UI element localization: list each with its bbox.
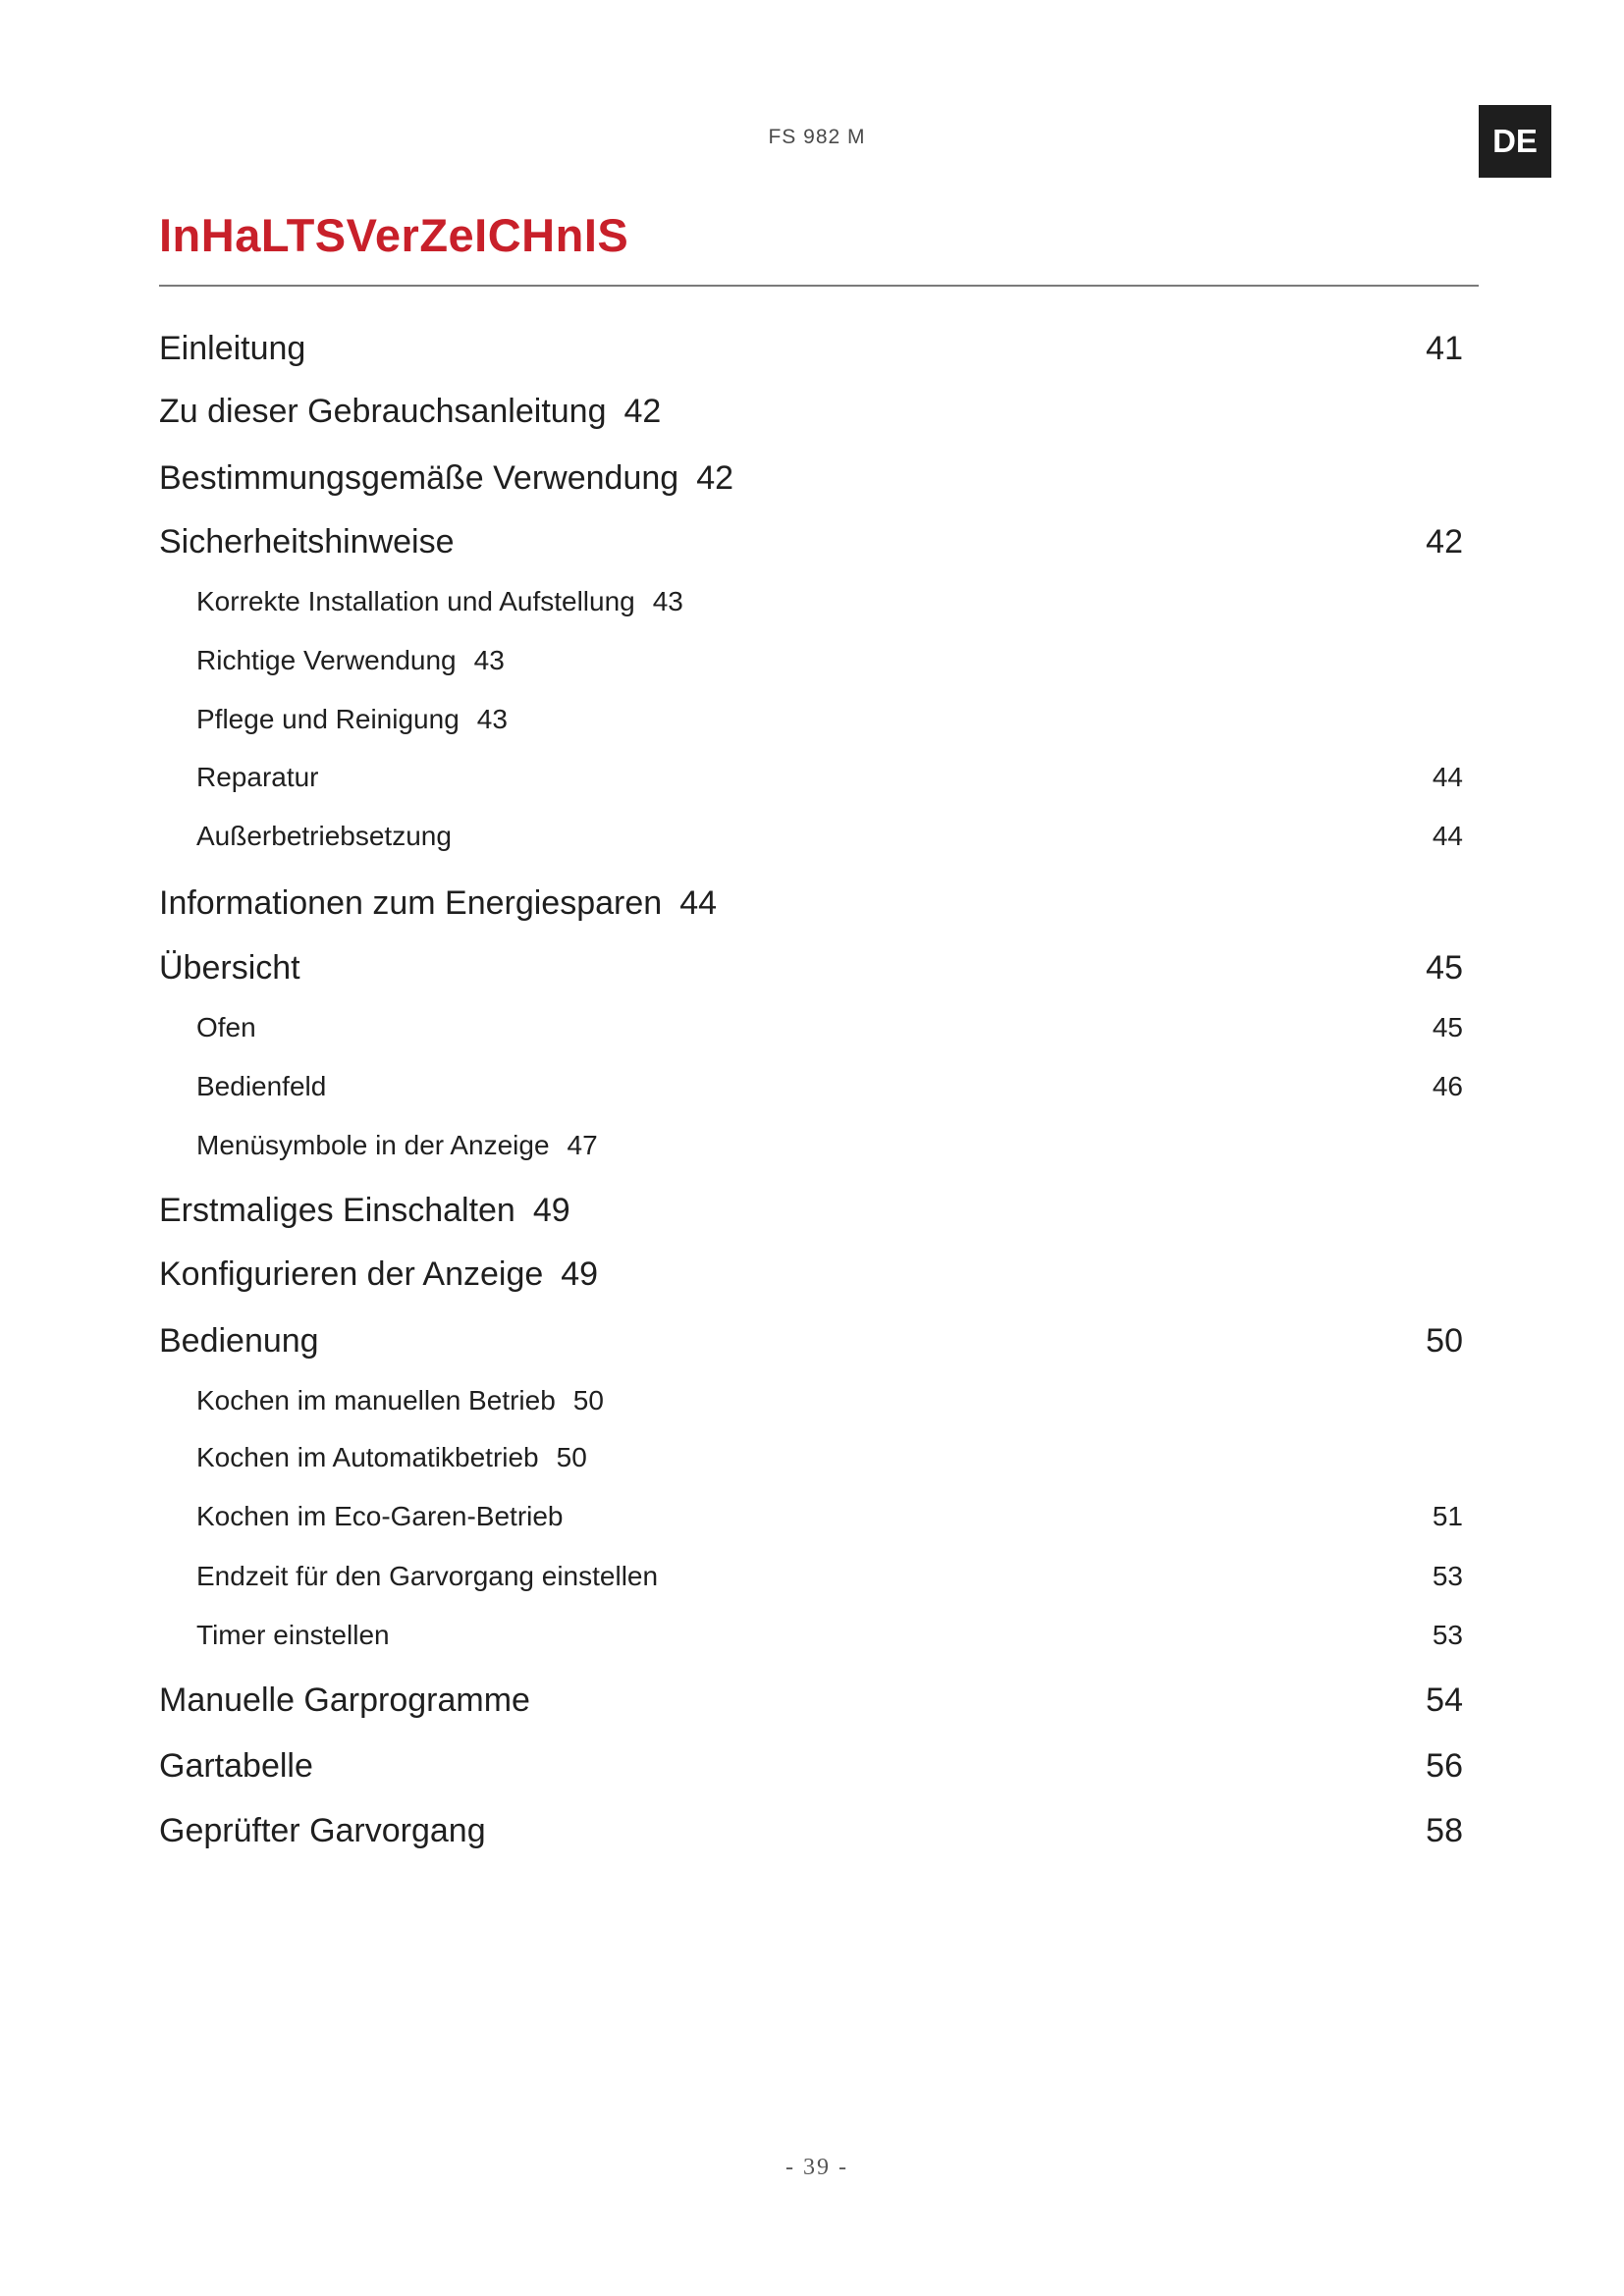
toc-entry[interactable] (0, 454, 1624, 503)
toc-entry-label: Erstmaliges Einschalten (159, 1192, 515, 1229)
toc-entry[interactable] (0, 636, 1624, 685)
toc-entry-page: 44 (679, 884, 718, 922)
toc-entry-page: 53 (1432, 1561, 1463, 1591)
toc-entry-label: Gartabelle (159, 1747, 313, 1785)
toc-entry-text (196, 1492, 564, 1541)
toc-entry[interactable] (0, 387, 1624, 436)
toc-entry-text (159, 1316, 319, 1365)
language-badge: DE (1479, 105, 1551, 178)
toc-entry-label: Bedienung (159, 1322, 319, 1360)
toc-entry-text (159, 454, 733, 503)
toc-entry[interactable] (0, 1433, 1624, 1482)
toc-entry[interactable] (0, 1003, 1624, 1052)
toc-entry[interactable] (0, 1121, 1624, 1170)
toc-entry-label: Richtige Verwendung (196, 645, 457, 675)
toc-entry-label: Korrekte Installation und Aufstellung (196, 586, 635, 616)
page-number-footer: - 39 - (785, 2155, 848, 2180)
toc-entry-page: 47 (567, 1130, 598, 1160)
toc-entry[interactable] (0, 1552, 1624, 1601)
toc-entry[interactable] (0, 812, 1624, 861)
toc-entry-page: 44 (1432, 762, 1463, 792)
toc-entry-text (196, 1062, 326, 1111)
toc-entry-text (196, 1433, 587, 1482)
toc-entry-label: Zu dieser Gebrauchsanleitung (159, 393, 607, 430)
toc-entry-page: 49 (561, 1255, 599, 1293)
toc-entry[interactable] (0, 1676, 1624, 1725)
toc-entry[interactable] (0, 517, 1624, 566)
toc-entry[interactable] (0, 1250, 1624, 1299)
toc-entry-text (196, 1376, 604, 1425)
header-model-label: FS 982 M (768, 126, 866, 148)
toc-entry-text (159, 1676, 530, 1725)
toc-entry-text (159, 1806, 486, 1855)
toc-entry[interactable] (0, 1316, 1624, 1365)
toc-entry-page: 58 (1426, 1812, 1463, 1849)
toc-entry-label: Konfigurieren der Anzeige (159, 1255, 544, 1293)
toc-entry-page: 42 (1426, 523, 1463, 561)
toc-entry-text (159, 1741, 313, 1790)
toc-entry-page: 53 (1432, 1620, 1463, 1650)
toc-title: InHaLTSVerZeICHnIS (159, 209, 629, 261)
toc-entry-label: Übersicht (159, 949, 300, 987)
toc-entry-page: 43 (473, 645, 505, 675)
toc-entry[interactable] (0, 753, 1624, 802)
toc-entry[interactable] (0, 1186, 1624, 1235)
toc-entry-label: Kochen im Eco-Garen-Betrieb (196, 1501, 564, 1531)
toc-entry[interactable] (0, 943, 1624, 992)
toc-entry-label: Geprüfter Garvorgang (159, 1812, 486, 1849)
toc-entry-label: Endzeit für den Garvorgang einstellen (196, 1561, 659, 1591)
toc-entry-text (196, 1003, 256, 1052)
toc-entry-label: Bedienfeld (196, 1071, 327, 1101)
toc-entry-page: 50 (556, 1442, 587, 1472)
toc-entry-page: 42 (696, 459, 734, 497)
toc-entry-text (196, 577, 683, 626)
toc-entry-text (159, 879, 717, 928)
toc-entry-page: 46 (1432, 1071, 1463, 1101)
toc-entry-label: Manuelle Garprogramme (159, 1682, 530, 1719)
toc-entry-text (196, 812, 452, 861)
toc-entry-page: 51 (1432, 1501, 1463, 1531)
toc-entry-page: 49 (532, 1192, 570, 1229)
toc-entry[interactable] (0, 577, 1624, 626)
toc-entry-page: 44 (1432, 821, 1463, 851)
toc-entry-page: 43 (652, 586, 683, 616)
title-divider (159, 285, 1479, 287)
toc-entry-page: 42 (623, 393, 662, 430)
toc-entry[interactable] (0, 1741, 1624, 1790)
toc-entry-label: Pflege und Reinigung (196, 704, 460, 734)
toc-entry-text (196, 753, 319, 802)
toc-entry-text (159, 1250, 598, 1299)
toc-entry[interactable] (0, 1062, 1624, 1111)
toc-entry-text (159, 387, 661, 436)
toc-entry-label: Menüsymbole in der Anzeige (196, 1130, 550, 1160)
toc-entry-label: Einleitung (159, 330, 306, 367)
toc-entry[interactable] (0, 1806, 1624, 1855)
toc-entry-page: 50 (1426, 1322, 1463, 1360)
toc-entry-text (196, 636, 505, 685)
toc-entry[interactable] (0, 1376, 1624, 1425)
toc-entry-text (159, 943, 300, 992)
toc-entry[interactable] (0, 879, 1624, 928)
toc-entry-label: Bestimmungsgemäße Verwendung (159, 459, 679, 497)
toc-entry-label: Sicherheitshinweise (159, 523, 455, 561)
toc-entry-text (159, 1186, 570, 1235)
toc-entry-page: 50 (572, 1385, 604, 1415)
toc-entry-text (196, 695, 508, 744)
toc-entry[interactable] (0, 1492, 1624, 1541)
toc-entry-label: Reparatur (196, 762, 319, 792)
toc-entry-text (196, 1121, 598, 1170)
toc-entry[interactable] (0, 1611, 1624, 1660)
toc-entry-label: Kochen im Automatikbetrieb (196, 1442, 539, 1472)
toc-entry-label: Timer einstellen (196, 1620, 390, 1650)
toc-entry-text (159, 517, 455, 566)
toc-entry-page: 43 (476, 704, 508, 734)
toc-entry[interactable] (0, 324, 1624, 373)
toc-entry-label: Informationen zum Energiesparen (159, 884, 663, 922)
toc-entry-page: 56 (1426, 1747, 1463, 1785)
toc-entry-label: Ofen (196, 1012, 256, 1042)
toc-entry-text (196, 1552, 658, 1601)
toc-entry-page: 45 (1426, 949, 1463, 987)
toc-entry-page: 41 (1426, 330, 1463, 367)
toc-entry-text (196, 1611, 390, 1660)
toc-entry-page: 54 (1426, 1682, 1463, 1719)
toc-entry-page: 45 (1432, 1012, 1463, 1042)
toc-entry[interactable] (0, 695, 1624, 744)
toc-entry-label: Kochen im manuellen Betrieb (196, 1385, 556, 1415)
toc-entry-label: Außerbetriebsetzung (196, 821, 452, 851)
toc-entry-text (159, 324, 305, 373)
